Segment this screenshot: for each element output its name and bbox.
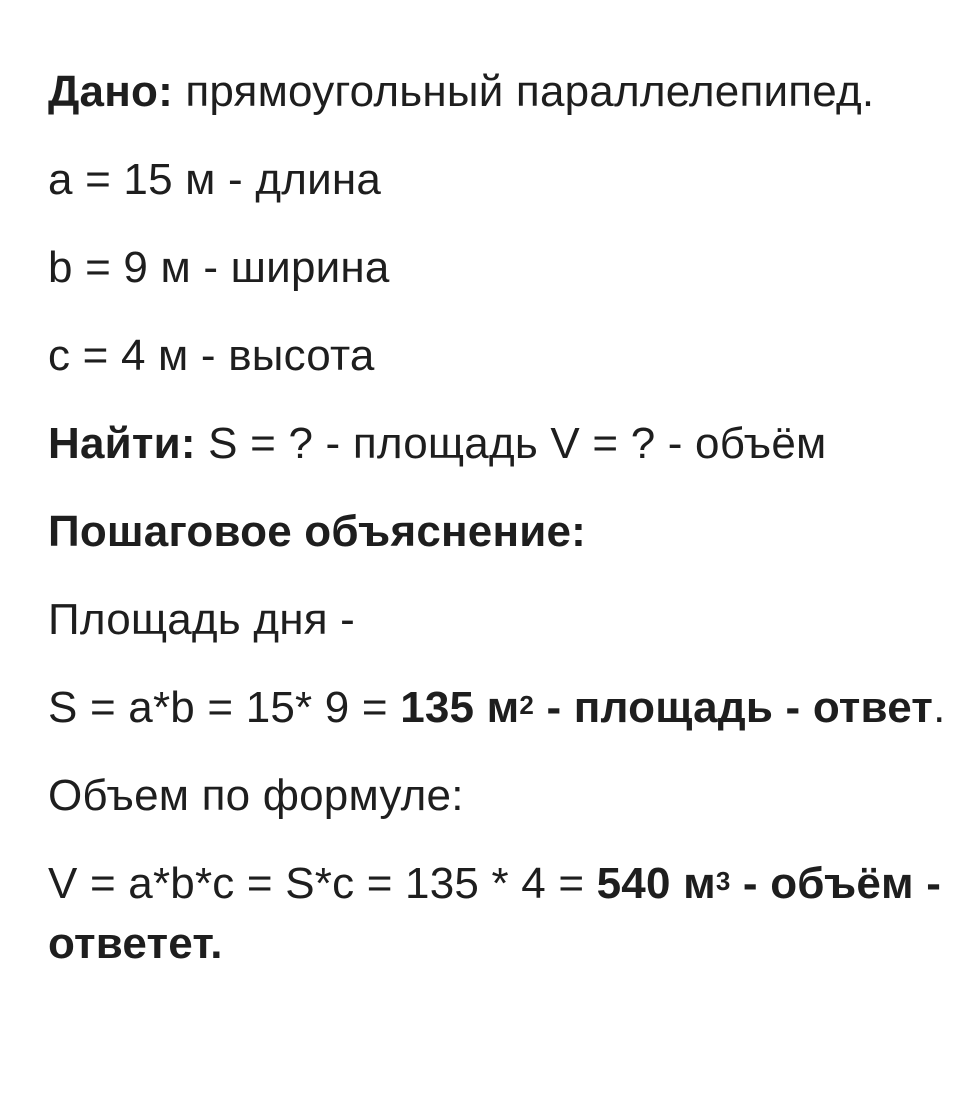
given-text: прямоугольный параллелепипед. (172, 67, 875, 116)
volume-heading: Объем по формуле: (48, 771, 464, 820)
area-result: 135 м (400, 683, 520, 732)
solution-document (48, 62, 948, 1002)
height-line: c = 4 м - высота (48, 331, 375, 380)
volume-formula-paragraph (48, 854, 948, 974)
width-line: b = 9 м - ширина (48, 243, 390, 292)
length-line: a = 15 м - длина (48, 155, 382, 204)
find-text: S = ? - площадь V = ? - объём (195, 419, 827, 468)
area-formula-paragraph (48, 678, 948, 738)
area-period: . (933, 683, 946, 732)
volume-result-tail: - объём - ответет. (48, 859, 942, 968)
find-label: Найти: (48, 419, 196, 468)
find-paragraph (48, 414, 948, 474)
volume-formula: V = a*b*c = S*c = 135 * 4 = (48, 859, 597, 908)
volume-result: 540 м (596, 859, 716, 908)
given-paragraph (48, 62, 948, 122)
given-label: Дано: (48, 67, 173, 116)
area-formula: S = a*b = 15* 9 = (48, 683, 401, 732)
area-result-tail: - площадь - ответ (534, 683, 934, 732)
volume-exponent: 3 (715, 866, 731, 896)
area-exponent: 2 (519, 690, 535, 720)
step-explanation-heading: Пошаговое объяснение: (48, 507, 587, 556)
area-heading: Площадь дня - (48, 595, 356, 644)
